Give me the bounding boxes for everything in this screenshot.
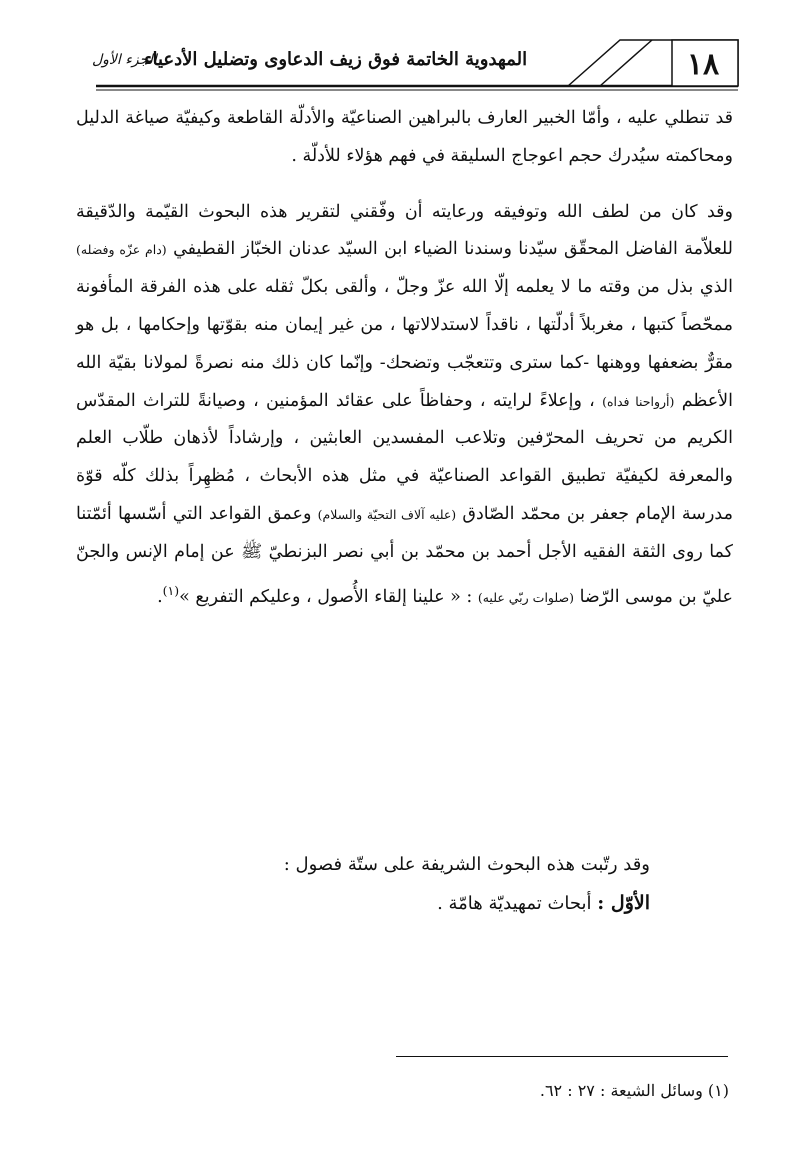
footnote-separator [396,1056,728,1057]
honorific-3: (عليه آلاف التحيّة والسلام) [317,506,457,522]
paragraph-2-part-g: وعمق القواعد التي أسّسها أئمّتنا كما روى الثقة الفقيه الأجل أحمد بن محمّد بن أبي نصر البزنطيّ ﷺ عن إمام الإنس والجنّ عليّ بن موسى الرّضا [76,503,733,607]
paragraph-2 [76,194,733,617]
paragraph-2-part-a: وقد كان من لطف الله وتوفيقه ورعايته أن وفّقني لتقرير هذه البحوث القيّمة والدّقيقة للعلاّمة الفاضل المحقّق سيّدنا وسندنا الضياء ابن السيّد عدنان الخبّاز القطيفي [76,201,734,260]
outline-intro: وقد رتّبت هذه البحوث الشريفة على ستّة فصول : [283,854,650,875]
outline-item-1-label: الأوّل : [597,892,650,914]
quotation: : « علينا إلقاء الأُصول ، وعليكم التفريع » [179,586,473,607]
paragraph-2-end: . [157,586,163,607]
outline-item-1-text: أبحاث تمهيديّة هامّة . [437,893,592,914]
running-title: المهدوية الخاتمة فوق زيف الدعاوى وتضليل الأدعياء [144,49,528,70]
footnote-reference[interactable]: (١) [162,582,180,598]
paragraph-2-part-e: ، وإعلاءً لرايته ، وحفاظاً على عقائد المؤمنين ، وصيانةً للتراث المقدّس الكريم من تحريف المحرّفين وتلاعب المفسدين العابثين ، وإرشاداً لأذهان طلّاب العلم والمعرفة لكيفيّة تطبيق القواعد الصناعيّة في مثل هذه الأبحاث ، مُظهِراً بذلك كلّه قوّة مدرسة الإمام جعفر بن محمّد الصّادق [76,390,734,524]
outline-item-1 [230,884,650,923]
honorific-2: (أرواحنا فداه) [602,393,675,409]
footnote: (١) وسائل الشيعة : ٢٧ : ٦٢. [539,1081,729,1100]
chapter-outline [230,846,650,923]
page-header [92,38,738,94]
paragraph-2-part-c: الذي بذل من وقته ما لا يعلمه إلّا الله عزّ وجلّ ، وألقى بكلّ ثقله على هذه الفرقة المأفونة ممحّصاً كتبها ، مغربلاً أدلّتها ، ناقداً لاستدلالاتها ، من غير إيمان منه بقوّتها وإحكامها ، بل هو مقرٌّ بضعفها ووهنها -كما سترى وتتعجّب وتضحك- وإنّما كان ذلك منه نصرةً لمولانا بقيّة الله الأعظم [76,277,733,411]
paragraph-1: قد تنطلي عليه ، وأمّا الخبير العارف بالبراهين الصناعيّة والأدلّة القاطعة وكيفيّة صياغة الدليل ومحاكمته سيُدرك حجم اعوجاج السليقة في فهم هؤلاء للأدلّة . [76,108,733,166]
honorific-1: (دام عزّه وفضله) [76,242,167,258]
honorific-4: (صلوات ربّي عليه) [477,589,574,605]
main-text [76,100,733,616]
page-number: ١٨ [686,47,720,82]
volume-mark: الجزء الأول [92,52,157,68]
